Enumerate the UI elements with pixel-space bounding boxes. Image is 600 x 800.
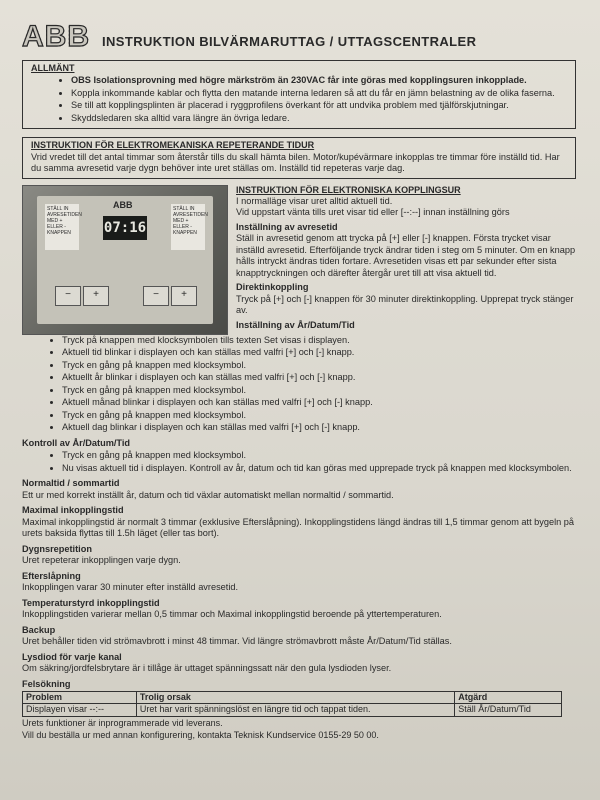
table-cell: Ställ År/Datum/Tid <box>455 704 562 716</box>
list-item: • Skyddsledaren ska alltid vara längre än övriga ledare. <box>71 113 569 125</box>
backup-section <box>22 625 576 648</box>
list-item: • Tryck på knappen med klocksymbolen tills texten Set visas i displayen. <box>62 335 576 347</box>
departure-time-title: Inställning av avresetid <box>236 221 338 232</box>
troubleshooting-section <box>22 679 576 717</box>
section-title: Efterslåpning <box>22 570 81 581</box>
plus-button-right[interactable]: + <box>171 286 197 306</box>
date-time-setting-title: Inställning av År/Datum/Tid <box>236 319 355 330</box>
list-item: • Nu visas aktuell tid i displayen. Kontroll av år, datum och tid kan göras med upprepade tryck på knappen med klocksymbolen. <box>62 463 576 475</box>
electromechanical-heading: INSTRUKTION FÖR ELEKTROMEKANISKA REPETERANDE TIDUR <box>31 140 315 151</box>
timer-device-photo <box>22 185 228 335</box>
header <box>22 14 576 52</box>
table-header-row <box>23 692 562 704</box>
general-box <box>22 60 576 129</box>
list-item: • Se till att kopplingsplinten är placerad i ryggprofilens överkant för att undvika problem med tjälförskjutningar. <box>71 100 569 112</box>
device-logo: ABB <box>113 199 133 210</box>
timer-panel <box>37 196 213 324</box>
daily-repeat-section <box>22 544 576 567</box>
column-header: Atgärd <box>455 692 562 704</box>
minus-button[interactable]: − <box>55 286 81 306</box>
section-text: Ett ur med korrekt inställt år, datum och tid växlar automatiskt mellan normaltid / sommartid. <box>22 489 394 500</box>
check-list <box>22 450 576 474</box>
section-text: Om säkring/jordfelsbrytare är i tillåge är uttaget spänningssatt när den gula lysdioden lyser. <box>22 663 392 673</box>
date-time-setting-list <box>22 335 576 434</box>
section-title: Backup <box>22 624 56 635</box>
list-item: • Tryck en gång på knappen med klocksymbol. <box>62 450 576 462</box>
list-item: • Tryck en gång på knappen med klocksymbol. <box>62 360 576 372</box>
delay-section <box>22 571 576 594</box>
section-title: Maximal inkopplingstid <box>22 505 124 515</box>
list-item: • Aktuell tid blinkar i displayen och kan ställas med valfri [+] och [-] knapp. <box>62 347 576 359</box>
section-title: Lysdiod för varje kanal <box>22 651 122 662</box>
list-item: • Tryck en gång på knappen med klocksymbol. <box>62 410 576 422</box>
list-item: • OBS Isolationsprovning med högre märkström än 230VAC får inte göras med kopplingsuren inkopplade. <box>71 75 569 87</box>
departure-time-text: Ställ in avresetid genom att trycka på [+] eller [-] knappen. Första trycket visar inställd avresetid. Efterföljande tryck ändrar tiden i steg om 5 minuter. Om en knapp hålls intryckt ändras tiden fortare. Avresetiden visas ett par sekunder efter sista knapptryckningen och därefter återgår uret till att visa aktuell tid. <box>236 233 576 278</box>
timer-display: 07:16 <box>103 216 147 240</box>
instruction-label-right: STÄLL IN AVRESETIDEN MED + ELLER - KNAPPEN <box>171 204 205 250</box>
column-header: Problem <box>23 692 137 704</box>
electromechanical-box <box>22 137 576 178</box>
max-connection-section <box>22 505 576 540</box>
section-text: Maximal inkopplingstid är normalt 3 timmar (exklusive Efterslåpning). Inkopplingstidens längd ändras till 1,5 timmar genom att bygeln på urets baksida flyttas till 1.5h läget (eller tas bort). <box>22 516 575 538</box>
general-list <box>31 75 569 124</box>
section-text: Uret repeterar inkopplingen varje dygn. <box>22 555 181 565</box>
section-title: Normaltid / sommartid <box>22 478 120 488</box>
section-title: Temperaturstyrd inkopplingstid <box>22 597 160 608</box>
list-item: • Tryck en gång på knappen med klocksymbol. <box>62 385 576 397</box>
section-title: Dygnsrepetition <box>22 543 92 554</box>
section-text: Uret behåller tiden vid strömavbrott i minst 48 timmar. Vid längre strömavbrott måste År/Datum/Tid ställas. <box>22 636 452 646</box>
electronic-heading: INSTRUKTION FÖR ELEKTRONISKA KOPPLINGSUR <box>236 184 461 195</box>
plus-button[interactable]: + <box>83 286 109 306</box>
list-item: • Aktuellt år blinkar i displayen och kan ställas med valfri [+] och [-] knapp. <box>62 372 576 384</box>
direct-connection-text: Tryck på [+] och [-] knappen för 30 minuter direktinkoppling. Upprepat tryck stänger av. <box>236 293 574 316</box>
section-text: Inkopplingen varar 30 minuter efter inställd avresetid. <box>22 582 239 592</box>
abb-logo: ABB <box>22 20 90 53</box>
dst-section <box>22 478 576 501</box>
temperature-section <box>22 598 576 621</box>
footer-line-1: Urets funktioner är inprogrammerade vid leverans. <box>22 717 223 728</box>
check-title: Kontroll av År/Datum/Tid <box>22 437 131 448</box>
electronic-section <box>22 185 576 335</box>
general-heading: ALLMÄNT <box>31 63 75 73</box>
troubleshooting-table <box>22 691 562 717</box>
footer-line-2: Vill du beställa ur med annan konfigurering, kontakta Teknisk Kundservice 0155-29 50 00. <box>22 729 379 740</box>
table-cell: Uret har varit spänningslöst en längre tid och tappat tiden. <box>136 704 454 716</box>
instruction-label-left: STÄLL IN AVRESETIDEN MED + ELLER - KNAPPEN <box>45 204 79 250</box>
minus-button-right[interactable]: − <box>143 286 169 306</box>
table-cell: Displayen visar --:-- <box>23 704 137 716</box>
check-section <box>22 438 576 475</box>
list-item: • Aktuell månad blinkar i displayen och kan ställas med valfri [+] och [-] knapp. <box>62 397 576 409</box>
electronic-instructions <box>236 185 576 335</box>
column-header: Trolig orsak <box>136 692 454 704</box>
electromechanical-text: Vrid vredet till det antal timmar som återstår tills du skall hämta bilen. Motor/kupévärmare inkopplas tre timmar före inställd tid. Har du samma avresetid varje dygn behöver inte uret ställas om. Inställd tid repeteras varje dag. <box>31 151 560 173</box>
document-title: INSTRUKTION BILVÄRMARUTTAG / UTTAGSCENTRALER <box>102 33 477 49</box>
intro-line-1: I normalläge visar uret alltid aktuell tid. <box>236 195 393 206</box>
section-text: Inkopplingstiden varierar mellan 0,5 timmar och Maximal inkopplingstid beroende på yttertemperaturen. <box>22 609 442 619</box>
list-item: • Aktuell dag blinkar i displayen och kan ställas med valfri [+] och [-] knapp. <box>62 422 576 434</box>
list-item: • Koppla inkommande kablar och flytta den matande interna ledaren så att du får en jämn belastning av de olika faserna. <box>71 88 569 100</box>
direct-connection-title: Direktinkoppling <box>236 282 309 293</box>
table-row <box>23 704 562 716</box>
led-section <box>22 652 576 675</box>
troubleshooting-title: Felsökning <box>22 678 71 689</box>
intro-line-2: Vid uppstart vänta tills uret visar tid eller [--:--] innan inställning görs <box>236 207 510 218</box>
